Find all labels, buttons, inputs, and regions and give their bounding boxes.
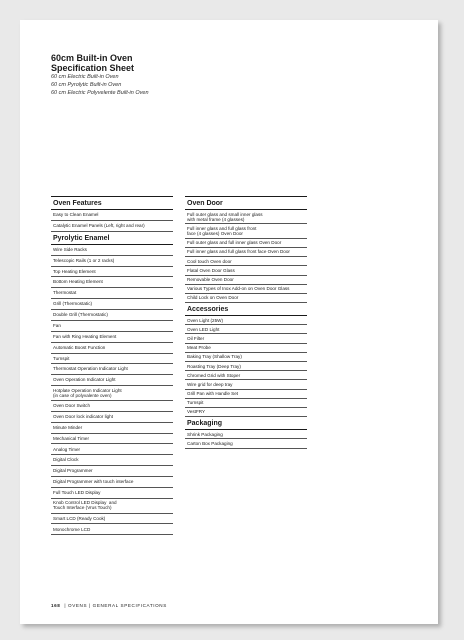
spec-item: Telescopic Rails (1 or 2 racks): [51, 256, 173, 267]
page-footer: [51, 603, 167, 608]
spec-item: Thermostat Operation Indicator Light: [51, 364, 173, 375]
spec-item: Digital Programmer with touch interface: [51, 477, 173, 488]
spec-item: Minute Minder: [51, 423, 173, 434]
spec-item: Easy to Clean Enamel: [51, 210, 173, 221]
spec-item: Various Types of Inox Add-on on Oven Door Glass: [185, 285, 307, 294]
subtitle: 60 cm Electric Polyvelente Built-in Oven: [51, 89, 149, 96]
spec-item: Fan: [51, 321, 173, 332]
section-heading-oven-door: Oven Door: [187, 200, 223, 207]
spec-item: Bottom Heating Element: [51, 277, 173, 288]
pyrolytic-list: [51, 245, 173, 536]
spec-item: Double Grill (Thermostatic): [51, 310, 173, 321]
spec-item: Catalytic Enamel Panels (Left, right and rear): [51, 221, 173, 232]
footer-separator: |: [64, 603, 67, 608]
spec-item: Oil Filter: [185, 334, 307, 343]
spec-item: Digital Clock: [51, 455, 173, 466]
spec-item: VestFRY: [185, 408, 307, 417]
oven-door-list: [185, 210, 307, 303]
spec-item: Oven Door lock indicator light: [51, 412, 173, 423]
oven-features-list: [51, 210, 173, 232]
spec-item: Oven Operation Indicator Light: [51, 375, 173, 386]
subtitle-list: [51, 74, 149, 97]
section-heading-pyrolytic: Pyrolytic Enamel: [53, 234, 110, 242]
spec-item: Thermostat: [51, 288, 173, 299]
spec-item: Shrink Packaging: [185, 430, 307, 439]
spec-item: Top Heating Element: [51, 267, 173, 278]
spec-item: Meat Probe: [185, 344, 307, 353]
left-column: [51, 196, 173, 535]
spec-sheet-page: [20, 20, 438, 624]
section-heading-accessories: Accessories: [187, 306, 229, 314]
spec-item: Full inner glass and full glass front face (4 glasses) Oven Door: [185, 224, 307, 238]
spec-item: Full outer glass and small inner glass with metal frame (4 glasses): [185, 210, 307, 224]
spec-item: Digital Programmer: [51, 466, 173, 477]
title-line-2: Specification Sheet: [51, 63, 135, 73]
right-column: [185, 196, 307, 449]
spec-item: Grill Pan with Handle Set: [185, 390, 307, 399]
subtitle: 60 cm Pyrolytic Built-in Oven: [51, 81, 122, 88]
spec-item: Wire Side Racks: [51, 245, 173, 256]
spec-item: Turnspit: [51, 354, 173, 365]
spec-item: Hotplate Operation Indicator Light (in case of polyvalente oven): [51, 386, 173, 401]
spec-item: Baking Tray (Shallow Tray): [185, 353, 307, 362]
page-title: [51, 53, 134, 73]
footer-label: OVENS | GENERAL SPECIFICATIONS: [68, 603, 167, 608]
spec-item: Automatic Boost Function: [51, 343, 173, 354]
page-number: 168: [51, 603, 61, 608]
spec-item: Removable Oven Door: [185, 276, 307, 285]
spec-item: Turnspit: [185, 399, 307, 408]
title-line-1: 60cm Built-in Oven: [51, 53, 133, 63]
spec-item: Smart LCD (Ready Cook): [51, 514, 173, 525]
spec-item: Full outer glass and full inner glass Oven Door: [185, 239, 307, 248]
spec-item: Carton Box Packaging: [185, 439, 307, 448]
spec-item: Knob Control LED Display and Touch Interface (Vrus Touch): [51, 499, 173, 514]
spec-item: Oven Door Switch: [51, 401, 173, 412]
spec-item: Full Touch LED Display: [51, 488, 173, 499]
packaging-list: [185, 430, 307, 448]
spec-item: Monochrome LCD: [51, 524, 173, 535]
spec-item: Oven LED Light: [185, 325, 307, 334]
subtitle: 60 cm Electric Built-in Oven: [51, 74, 119, 80]
spec-item: Chromed Grid with Stoper: [185, 371, 307, 380]
section-heading-packaging: Packaging: [187, 420, 223, 428]
spec-item: Oven Light (25W): [185, 316, 307, 325]
spec-item: Cool touch Oven door: [185, 257, 307, 266]
spec-item: Analog Timer: [51, 444, 173, 455]
spec-item: Child Lock on Oven Door: [185, 294, 307, 303]
spec-item: Fan with Ring Heating Element: [51, 332, 173, 343]
spec-item: Roasting Tray (Deep Tray): [185, 362, 307, 371]
accessories-list: [185, 316, 307, 417]
spec-item: Mechanical Timer: [51, 434, 173, 445]
spec-item: Wire grid for deep tray: [185, 380, 307, 389]
spec-item: Full inner glass and full glass front face Oven Door: [185, 248, 307, 257]
section-heading-oven-features: Oven Features: [53, 200, 102, 207]
spec-item: Grill (Thermostatic): [51, 299, 173, 310]
spec-item: Flatal Oven Door Glass: [185, 266, 307, 275]
